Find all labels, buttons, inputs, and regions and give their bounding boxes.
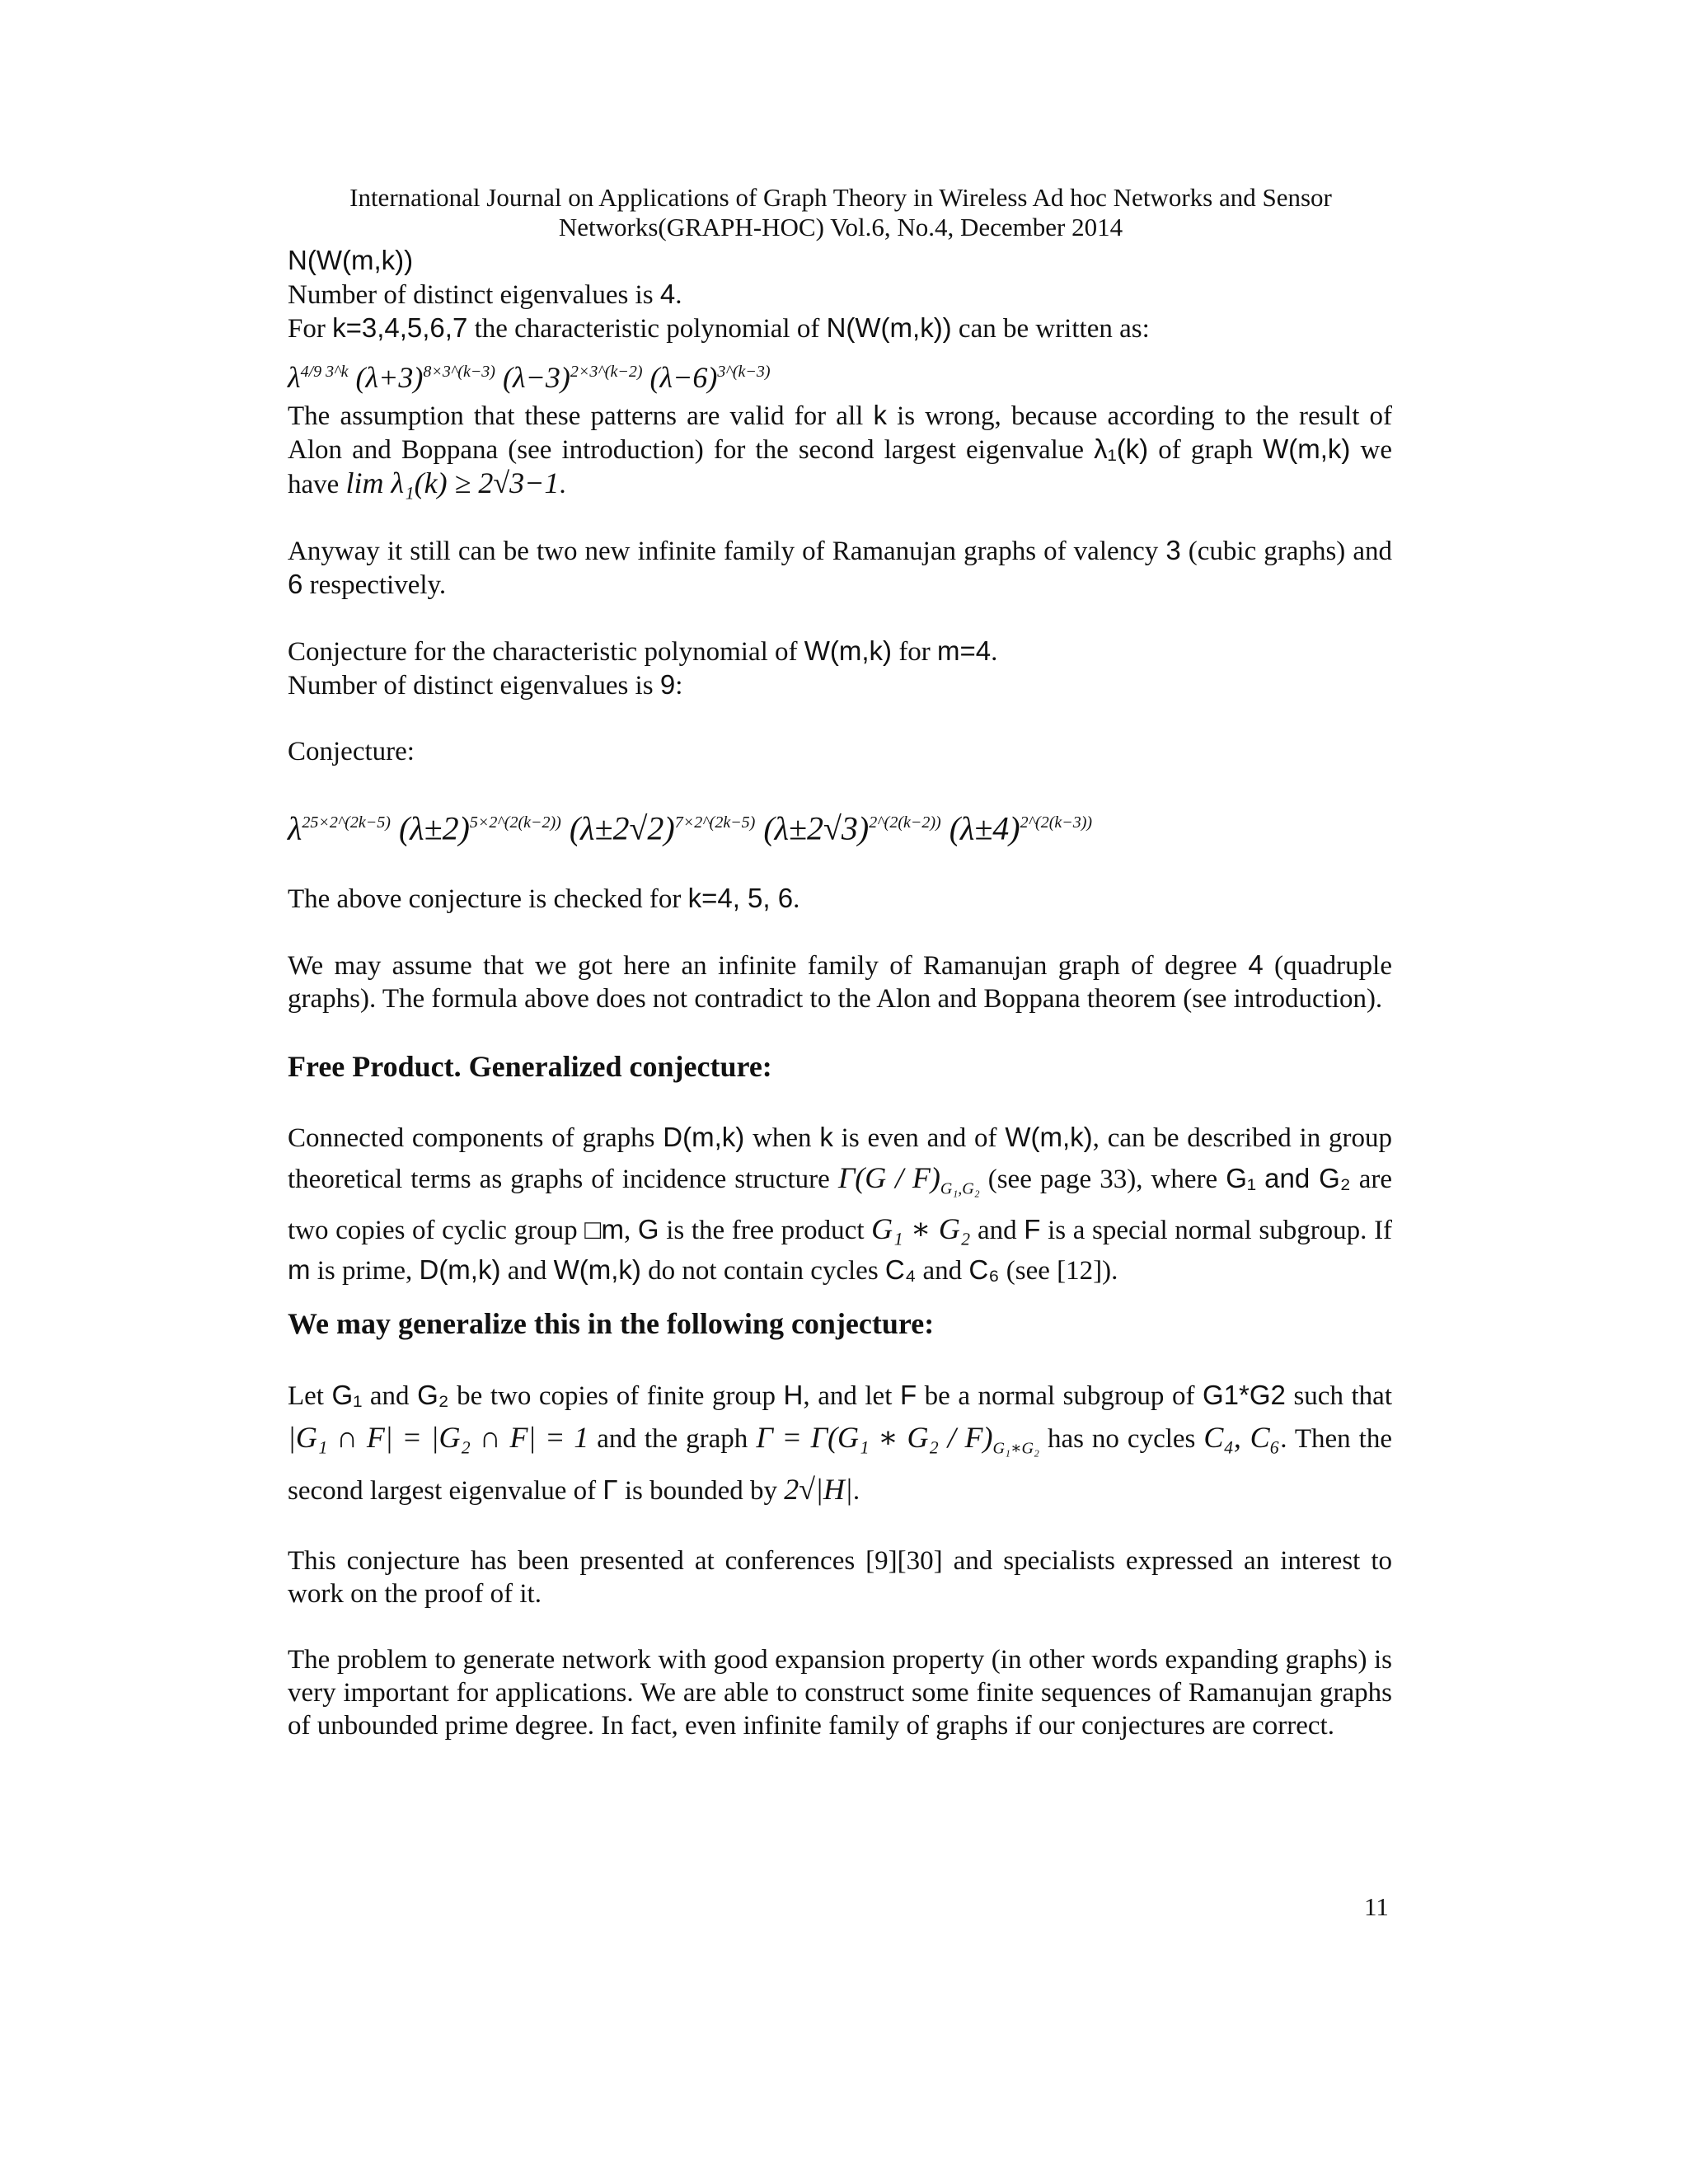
char-poly-formula-2: $\lambda^{25\times 2\^{}(2k-5)}$ $(\lambda\pm 2)^{5\times 2\^{}(2(k-2))}$ $(\lambda\pm 2√2)^{7\times 2\^{}(2k-5)}$ $(\lambda\pm 2√3)^{2\^{}(2(k-2))}$ $(\lambda\pm 4)^{2\^{}(2(k-3))}$	[288, 809, 1093, 847]
intersection-condition: |G₁ ∩ F| = |G₂ ∩ F| = 1	[288, 1420, 589, 1454]
header-line-1: International Journal on Applications of Graph Theory in Wireless Ad hoc Networks and Sensor	[349, 183, 1332, 212]
section-heading-generalize: We may generalize this in the following conjecture:	[288, 1306, 935, 1340]
cycles-expr: C₄, C₆	[1203, 1420, 1281, 1454]
distinct-eigenvalues-4: Number of distinct eigenvalues is 4.	[288, 279, 682, 310]
conjecture-label: Conjecture:	[288, 737, 415, 766]
page-content	[288, 244, 1392, 1742]
problem-paragraph: The problem to generate network with good expansion property (in other words expanding graphs) is very important for applications. We are able to construct some finite sequences of Ramanujan graphs of unbounded prime degree. In fact, even infinite family of graphs if our conjectures are correct.	[288, 1645, 1392, 1741]
char-poly-intro: For k=3,4,5,6,7 the characteristic polynomial of N(W(m,k)) can be written as:	[288, 312, 1150, 344]
assumption-paragraph: The assumption that these patterns are valid for all k is wrong, because according to the result of Alon and Boppana (see introduction) for the second largest eigenvalue λ₁(k) of graph W(m,k) we have lim λ₁(k) ≥ 2√3−1.	[288, 400, 1392, 499]
gamma-definition: Γ = Γ(G₁ ∗ G₂ / F)	[756, 1420, 993, 1454]
bound-expr: 2√|H|	[784, 1473, 853, 1507]
presented-paragraph: This conjecture has been presented at conferences [9][30] and specialists expressed an interest to work on the proof of it.	[288, 1546, 1392, 1610]
page-number: 11	[1364, 1892, 1389, 1921]
connected-components-paragraph: Connected components of graphs D(m,k) when k is even and of W(m,k), can be described in group theoretical terms as graphs of incidence structure $\Gamma(G / F)_{G_1,G_2}$ (see page 33), where G₁ and G₂ are two copies of cyclic group □m, G is the free product G₁ ∗ G₂ and F is a special normal subgroup. If m is prime, D(m,k) and W(m,k) do not contain cycles C₄ and C₆ (see [12]).	[288, 1122, 1393, 1286]
section-heading-free-product: Free Product. Generalized conjecture:	[288, 1050, 772, 1083]
conjecture-char-poly: Conjecture for the characteristic polynomial of W(m,k) for m=4.	[288, 635, 998, 667]
let-paragraph: Let G₁ and G₂ be two copies of finite group H, and let F be a normal subgroup of G1*G2 such that |G₁ ∩ F| = |G₂ ∩ F| = 1 and the graph Γ = Γ(G₁ ∗ $G_2 / F)_{G_1∗G_2}$ has no cycles C₄, C₆. Then the second largest eigenvalue of Γ is bounded by 2√|H|.	[288, 1379, 1392, 1507]
lim-expression: lim λ₁(k) ≥ 2√3−1	[345, 466, 560, 499]
incidence-structure: Γ(G / F)	[837, 1161, 940, 1194]
journal-header	[247, 183, 1434, 242]
header-line-2: Networks(GRAPH-HOC) Vol.6, No.4, December 2014	[558, 213, 1123, 241]
assume-paragraph: We may assume that we got here an infinite family of Ramanujan graph of degree 4 (quadruple graphs). The formula above does not contradict to the Alon and Boppana theorem (see introduction).	[288, 949, 1392, 1014]
checked-paragraph: The above conjecture is checked for k=4, 5, 6.	[288, 883, 800, 914]
free-product-expr: G₁ ∗ G₂	[871, 1212, 971, 1245]
anyway-paragraph: Anyway it still can be two new infinite family of Ramanujan graphs of valency 3 (cubic graphs) and 6 respectively.	[288, 535, 1392, 600]
nw-label: N(W(m,k))	[288, 245, 414, 275]
char-poly-formula-1: $\lambda^{4/9 3\^{}k}$ $(\lambda+3)^{8\times 3\^{}(k-3)}$ $(\lambda-3)^{2\times 3\^{}(k-2)}$ $(\lambda-6)^{3\^{}(k-3)}$	[288, 361, 771, 394]
distinct-eigenvalues-9: Number of distinct eigenvalues is 9:	[288, 669, 683, 701]
